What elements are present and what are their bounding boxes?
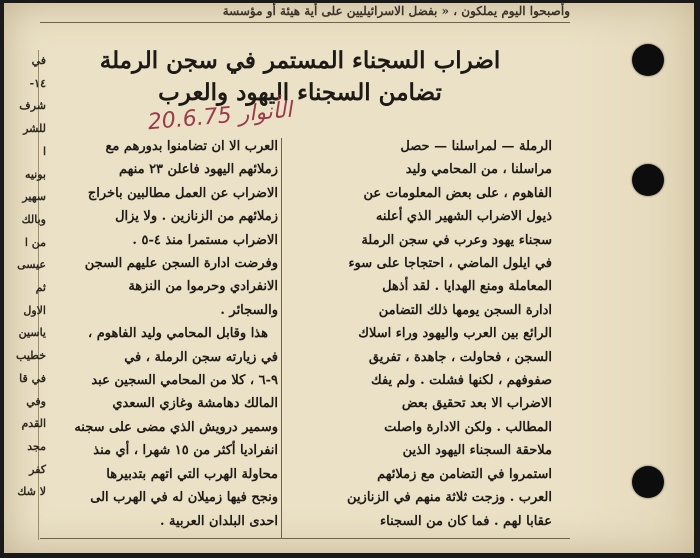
article-line: استمروا في التضامن مع زملائهم xyxy=(377,466,552,482)
fragment-line: للشر xyxy=(23,122,46,136)
article-line: ٩-٦ ، كلا من المحامي السجين عبد xyxy=(91,373,278,389)
article-line: وفرضت ادارة السجن عليهم السجن xyxy=(84,256,278,272)
punch-hole-top xyxy=(632,44,664,76)
fragment-line: مجد xyxy=(27,439,46,453)
article-line: محاولة الهرب التي اتهم بتدبيرها xyxy=(106,466,278,482)
article-line: صفوفهم ، لكنها فشلت . ولم يفك xyxy=(370,373,552,389)
fragment-line: في قا xyxy=(19,371,46,385)
fragment-line: ثم xyxy=(35,281,46,295)
fragment-line: عيسى xyxy=(17,258,46,272)
fragment-line: وبالك xyxy=(21,212,46,226)
article-line: في ايلول الماضي ، احتجاجا على سوء xyxy=(348,256,552,272)
bottom-divider xyxy=(40,538,570,539)
headline-line-2: تضامن السجناء اليهود والعرب xyxy=(158,79,442,106)
article-line: الفاهوم ، على بعض المعلومات عن xyxy=(363,185,552,201)
article-line: السجن ، فحاولت ، جاهدة ، تفريق xyxy=(368,349,552,365)
fragment-line: لا شك xyxy=(17,485,46,499)
fragment-line: سهير xyxy=(22,190,46,204)
fragment-line: وفي xyxy=(26,394,46,408)
article-line: زملائهم اليهود فاعلن ٢٣ منهم xyxy=(119,162,278,178)
article-line: هذا وقابل المحامي وليد الفاهوم ، xyxy=(88,326,268,342)
article-line: العرب الا ان تضامنوا بدورهم مع xyxy=(105,139,278,154)
article-line: سجناء يهود وعرب في سجن الرملة xyxy=(361,232,552,248)
column-divider xyxy=(281,138,282,538)
article-line: الرملة — لمراسلنا — حصل xyxy=(400,139,552,154)
article-line: الاضراب الا بعد تحقيق بعض xyxy=(401,396,552,412)
article-line: الرائع بين العرب واليهود وراء اسلاك xyxy=(358,326,552,342)
article-line: زملائهم من الزنازين . ولا يزال xyxy=(115,209,278,225)
fragment-line: شرف xyxy=(19,99,46,113)
fragment-line: القدم xyxy=(21,417,46,431)
article-line: المطالب . ولكن الادارة واصلت xyxy=(384,419,552,435)
article-column-left xyxy=(58,135,278,533)
article-line: والسجائر . xyxy=(220,302,278,318)
article-line: المالك دهامشة وغازي السعدي xyxy=(112,396,278,412)
punch-hole-bottom xyxy=(632,466,664,498)
fragment-line: الاول xyxy=(23,303,46,317)
article-line: العرب . وزجت ثلاثة منهم في الزنازين xyxy=(347,490,552,506)
article-column-right xyxy=(286,135,552,533)
article-line: عقابا لهم . فما كان من السجناء xyxy=(380,513,552,529)
fragment-line: كفر xyxy=(29,462,46,476)
article-line: مراسلنا ، من المحامي وليد xyxy=(405,162,552,178)
fragment-line: ا xyxy=(42,144,46,158)
article-line: الاضراب مستمرا منذ ٤-٥ . xyxy=(132,232,278,248)
punch-hole-middle xyxy=(632,164,664,196)
paper-edge-shade xyxy=(570,3,694,553)
article-line: ونجح فيها زميلان له في الهرب الى xyxy=(90,490,278,506)
article-line: الاضراب عن العمل مطالبين باخراج xyxy=(87,185,278,201)
article-line: المعاملة ومنع الهدايا . لقد أذهل xyxy=(382,279,552,295)
fragment-line: ١٤- xyxy=(29,76,46,90)
article-line: ملاحقة السجناء اليهود الذين xyxy=(402,443,552,459)
article-line: الانفرادي وحرموا من النزهة xyxy=(128,279,278,295)
article-line: ذيول الاضراب الشهير الذي أعلنه xyxy=(375,209,552,225)
headline-line-1: اضراب السجناء المستمر في سجن الرملة xyxy=(99,47,501,74)
handwritten-date-note: 20.6.75 الأنوار xyxy=(146,97,294,136)
fragment-line: في xyxy=(31,54,46,67)
fragment-line: ياسين xyxy=(18,326,46,340)
previous-article-fragment: وأصبحوا اليوم يملكون ، « بفضل الاسرائيليين على أية هيئة أو مؤسسة xyxy=(222,4,570,18)
article-line: في زيارته سجن الرملة ، في xyxy=(124,349,278,365)
article-line: انفراديا أكثر من ١٥ شهرا ، أي منذ xyxy=(93,443,278,459)
fragment-line: خطيب xyxy=(16,349,46,363)
fragment-line: من ا xyxy=(24,235,46,249)
fragment-line: بونيه xyxy=(24,167,46,181)
article-line: احدى البلدان العربية . xyxy=(159,513,278,529)
article-line: ادارة السجن يومها ذلك التضامن xyxy=(378,302,552,318)
adjacent-column-fragment xyxy=(4,50,46,540)
top-divider xyxy=(40,22,570,23)
article-line: وسمير درويش الذي مضى على سجنه xyxy=(74,419,278,435)
